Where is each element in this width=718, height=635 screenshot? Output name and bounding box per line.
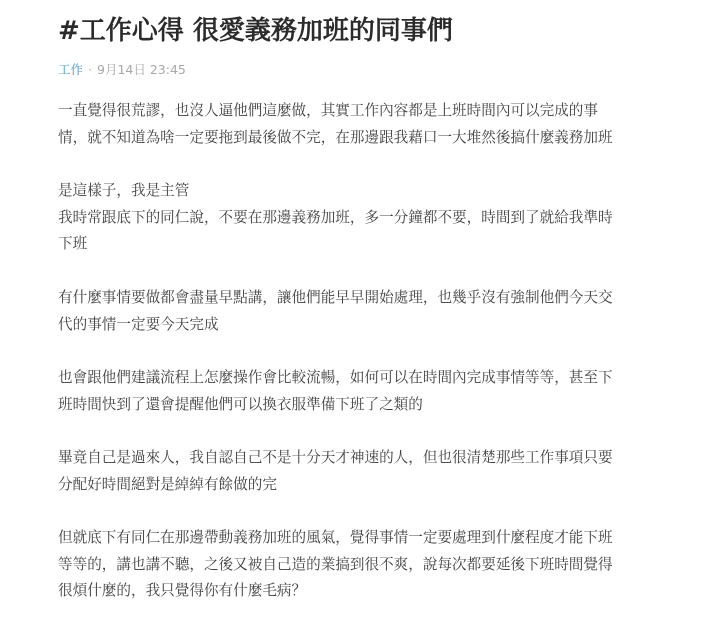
paragraph-line: 畢竟自己是過來人，我自認自己不是十分天才神速的人，但也很清楚那些工作事項只要	[58, 448, 613, 466]
paragraph-line: 情，就不知道為啥一定要拖到最後做不完，在那邊跟我藉口一大堆然後搞什麼義務加班	[58, 128, 613, 146]
meta-separator: ·	[88, 62, 92, 77]
paragraph-line: 也會跟他們建議流程上怎麼操作會比較流暢，如何可以在時間內完成事情等等，甚至下	[58, 368, 613, 386]
post-meta	[58, 60, 186, 80]
paragraph	[58, 365, 688, 418]
post-content	[58, 98, 688, 632]
paragraph-line: 下班	[58, 235, 88, 253]
paragraph-line: 很煩什麼的，我只覺得你有什麼毛病？	[58, 582, 307, 600]
paragraph	[58, 178, 688, 258]
paragraph-line: 等等的，講也講不聽，之後又被自己造的業搞到很不爽，說每次都要延後下班時間覺得	[58, 555, 613, 573]
post-title: #工作心得 很愛義務加班的同事們	[58, 16, 453, 46]
paragraph	[58, 285, 688, 338]
paragraph	[58, 525, 688, 605]
paragraph-line: 班時間快到了還會提醒他們可以換衣服準備下班了之類的	[58, 395, 423, 413]
paragraph-line: 是這樣子，我是主管	[58, 182, 190, 200]
paragraph-line: 分配好時間絕對是綽綽有餘做的完	[58, 475, 277, 493]
paragraph-line: 但就底下有同仁在那邊帶動義務加班的風氣，覺得事情一定要處理到什麼程度才能下班	[58, 529, 613, 546]
paragraph	[58, 98, 688, 151]
paragraph-line: 有什麼事情要做都會盡量早點講，讓他們能早早開始處理，也幾乎沒有強制他們今天交	[58, 288, 613, 306]
post-timestamp: 9月14日 23:45	[97, 62, 186, 77]
paragraph	[58, 445, 688, 498]
paragraph-line: 代的事情一定要今天完成	[58, 315, 219, 333]
paragraph-line: 我時常跟底下的同仁說，不要在那邊義務加班，多一分鐘都不要，時間到了就給我準時	[58, 208, 613, 226]
paragraph-line: 一直覺得很荒謬，也沒人逼他們這麼做，其實工作內容都是上班時間內可以完成的事	[58, 102, 598, 119]
forum-link[interactable]: 工作	[58, 62, 84, 77]
